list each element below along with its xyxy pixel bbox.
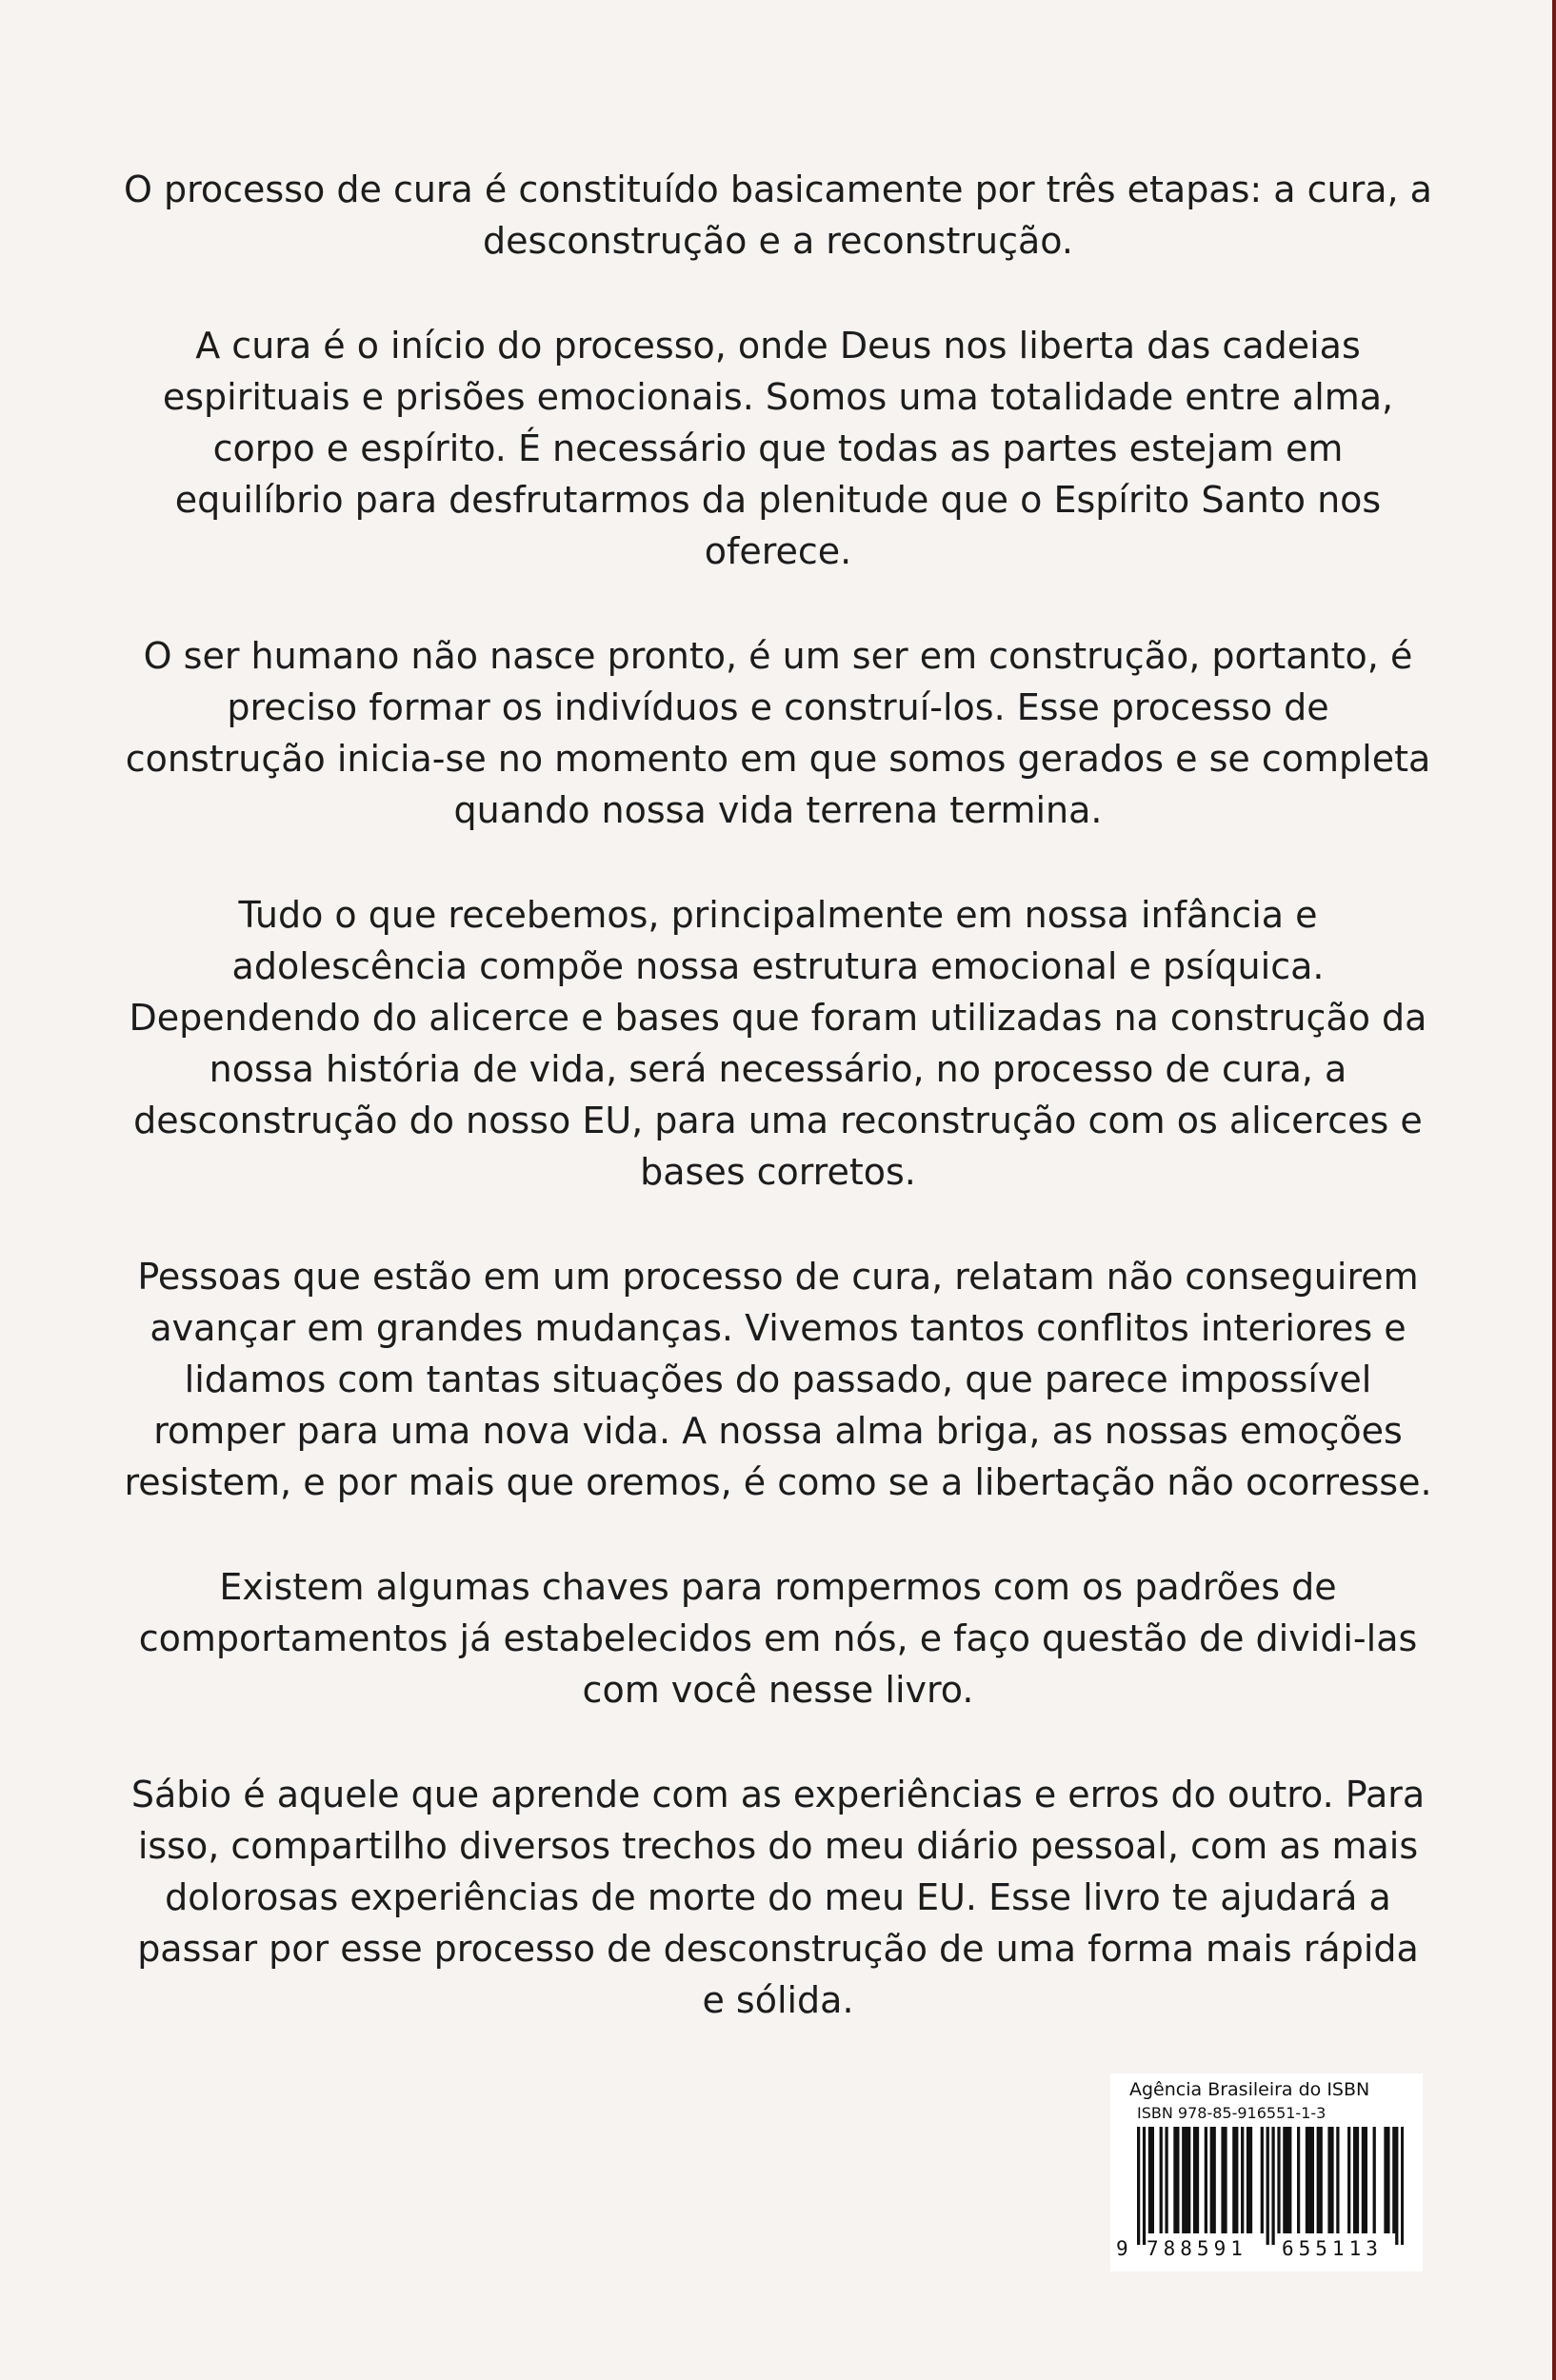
isbn-number: ISBN 978-85-916551-1-3 [1137,2104,1327,2122]
barcode-bar [1261,2127,1264,2233]
barcode-bar [1185,2127,1187,2233]
barcode-bar [1327,2127,1330,2233]
barcode-bar [1213,2127,1216,2233]
barcode-bar [1210,2127,1213,2233]
barcode-digits-right: 655113 [1282,2237,1383,2260]
barcode-bar [1336,2127,1339,2233]
paragraph-6: Existem algumas chaves para rompermos com os padrões de comportamentos já estabelecidos em nós, e faço questão de dividi-las com você nesse livro. [138,1566,1418,1711]
barcode-bar [1353,2127,1356,2233]
barcode-bar [1173,2127,1176,2233]
back-cover-text [124,164,1432,2079]
barcode-bar [1235,2127,1238,2233]
barcode-bar [1384,2127,1386,2233]
barcode-bar [1395,2127,1398,2245]
isbn-agency-label: Agência Brasileira do ISBN [1129,2079,1370,2100]
barcode-bar [1283,2127,1286,2233]
isbn-barcode-box [1110,2073,1423,2271]
barcode-bar [1193,2127,1196,2233]
barcode-bar [1187,2127,1190,2233]
barcode-bar [1224,2127,1227,2233]
barcode-bar [1143,2127,1146,2245]
barcode-bar [1365,2127,1367,2233]
barcode-digit-first: 9 [1116,2237,1128,2260]
barcode-bar [1232,2127,1235,2233]
barcode-bar [1176,2127,1179,2233]
barcode-bar [1373,2127,1376,2233]
barcode-bar [1288,2127,1291,2233]
spine-edge [1552,0,1556,2380]
barcode-bar [1137,2127,1140,2245]
barcode-bar [1151,2127,1154,2233]
barcode-digits-left: 788591 [1147,2237,1247,2260]
barcode-bar [1160,2127,1163,2233]
barcode-bar [1386,2127,1389,2233]
barcode-bar [1347,2127,1350,2233]
barcode-bar [1247,2127,1249,2233]
barcode-icon [1137,2127,1404,2245]
paragraph-5: Pessoas que estão em um processo de cura, relatam não conseguirem avançar em grandes mudanças. Vivemos tantos conflitos interiores e lidamos com tantas situações do passado, que parece impossível romper para uma nova vida. A nossa alma briga, as nossas emoções resistem, e por mais que oremos, é como se a libertação não ocorresse. [124,1256,1432,1503]
barcode-bar [1306,2127,1308,2233]
barcode-bar [1271,2127,1274,2245]
barcode-bar [1249,2127,1252,2233]
barcode-bar [1392,2127,1395,2233]
barcode-bar [1286,2127,1288,2233]
paragraph-2: A cura é o início do processo, onde Deus nos liberta das cadeias espirituais e prisões emocionais. Somos uma totalidade entre alma, corpo e espírito. É necessário que todas as partes estejam em equilíbrio para desfrutarmos da plenitude que o Espírito Santo nos oferece. [162,325,1394,572]
barcode-bar [1362,2127,1365,2233]
paragraph-1: O processo de cura é constituído basicamente por três etapas: a cura, a desconstrução e a reconstrução. [124,169,1432,262]
barcode-bar [1311,2127,1314,2233]
barcode-bar [1330,2127,1333,2233]
barcode-bar [1277,2127,1280,2233]
barcode-bar [1182,2127,1185,2233]
barcode-bar [1401,2127,1404,2245]
barcode-bar [1356,2127,1359,2233]
barcode-bar [1267,2127,1269,2245]
barcode-bar [1241,2127,1244,2233]
barcode-bar [1205,2127,1207,2233]
paragraph-4: Tudo o que recebemos, principalmente em nossa infância e adolescência compõe nossa estrutura emocional e psíquica. Dependendo do alicerce e bases que foram utilizadas na construção da nossa história de vida, será necessário, no processo de cura, a desconstrução do nosso EU, para uma reconstrução com os alicerces e bases corretos. [129,894,1427,1193]
barcode-bar [1308,2127,1311,2233]
barcode-bar [1297,2127,1300,2233]
barcode-bar [1317,2127,1320,2233]
barcode-bar [1320,2127,1323,2233]
barcode-bar [1148,2127,1151,2233]
paragraph-7: Sábio é aquele que aprende com as experiências e erros do outro. Para isso, compartilho diversos trechos do meu diário pessoal, com as mais dolorosas experiências de morte do meu EU. Esse livro te ajudará a passar por esse processo de desconstrução de uma forma mais rápida e sólida. [130,1774,1426,2021]
barcode-bar [1165,2127,1167,2233]
barcode-bar [1196,2127,1199,2233]
barcode-bar [1221,2127,1224,2233]
paragraph-3: O ser humano não nasce pronto, é um ser em construção, portanto, é preciso formar os indivíduos e construí-los. Esse processo de construção inicia-se no momento em que somos gerados e se completa quando nossa vida terrena termina. [125,635,1431,831]
